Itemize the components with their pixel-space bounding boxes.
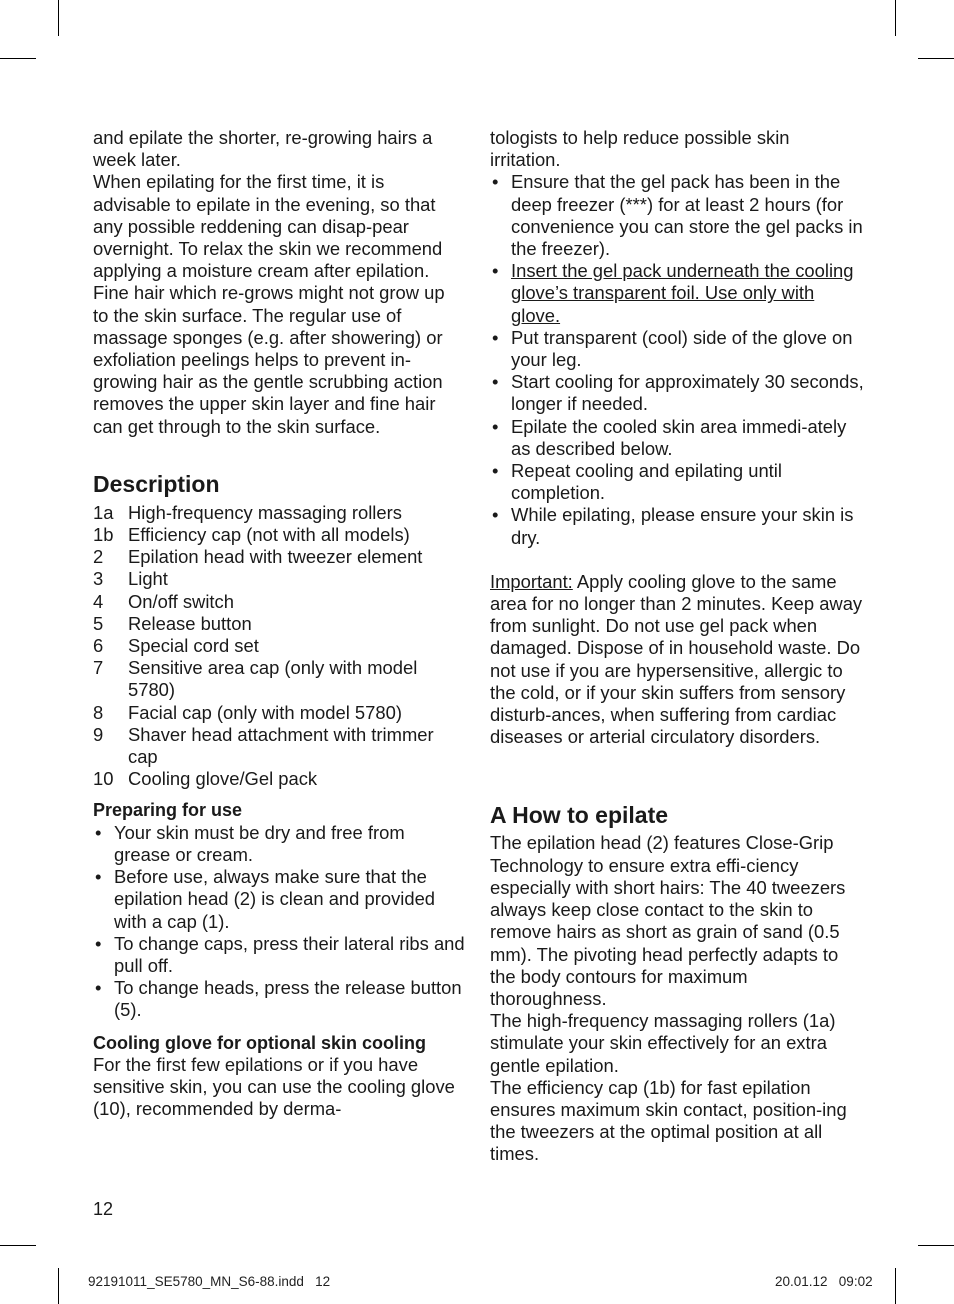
description-item: 4 On/off switch — [93, 590, 234, 612]
cooling-list — [490, 171, 865, 548]
description-item: 5 Release button — [93, 612, 252, 634]
list-item: • While epilating, please ensure your skin is dry. — [490, 504, 865, 548]
crop-mark — [58, 0, 59, 36]
preparing-list — [93, 822, 465, 1022]
important-paragraph — [490, 571, 865, 749]
important-label: Important: — [490, 570, 573, 592]
list-item: • Before use, always make sure that the epilation head (2) is clean and provided with a cap (1). — [93, 866, 465, 933]
how-paragraph: The epilation head (2) features Close-Grip Technology to ensure extra effi-ciency especially with short hairs: The 40 tweezers always keep close contact to the skin to remove hairs as short as grain of sand (0.5 mm). The pivoting head perfectly adapts to the body contours for maximum thoroughness. — [490, 832, 846, 1009]
preparing-heading: Preparing for use — [93, 800, 243, 821]
crop-mark — [918, 58, 954, 59]
how-paragraph: The high-frequency massaging rollers (1a) stimulate your skin effectively for an extra gentle epilation. — [490, 1010, 836, 1076]
description-item: 2 Epilation head with tweezer element — [93, 546, 423, 568]
slug-date: 20.01.12 09:02 — [775, 1274, 873, 1289]
description-item: 3 Light — [93, 568, 168, 590]
how-paragraph: The efficiency cap (1b) for fast epilation ensures maximum skin contact, position-ing the tweezers at the optimal position at all times. — [490, 1076, 847, 1165]
crop-mark — [0, 1245, 36, 1246]
list-item: • Put transparent (cool) side of the glove on your leg. — [490, 327, 865, 371]
intro-paragraph: and epilate the shorter, re-growing hairs a week later. — [93, 127, 433, 171]
description-item: 6 Special cord set — [93, 635, 259, 657]
list-item: • To change heads, press the release button (5). — [93, 977, 465, 1021]
cooling-heading: Cooling glove for optional skin cooling — [93, 1032, 426, 1053]
cooling-paragraph-continued: tologists to help reduce possible skin irritation. — [490, 127, 790, 171]
description-list — [93, 502, 465, 791]
intro-paragraph: Fine hair which re-grows might not grow up to the skin surface. The regular use of massage sponges (e.g. after showering) or exfoliation peelings helps to prevent in-growing hair as the gentle scrubbing action removes the upper skin layer and fine hair can get through to the skin surface. — [93, 282, 445, 437]
page-number: 12 — [93, 1199, 114, 1219]
how-to-epilate-heading: A How to epilate — [490, 802, 669, 829]
crop-mark — [918, 1245, 954, 1246]
important-text: Apply cooling glove to the same area for no longer than 2 minutes. Keep away from sunlight. Do not use gel pack when damaged. Dispose of in household waste. Do not use if you are hypersensitive, allergic to the cold, or if your skin suffers from sensory disturb-ances, when suffering from cardiac diseases or arterial circulatory disorders. — [490, 570, 863, 748]
crop-mark — [0, 58, 36, 59]
slug-file: 92191011_SE5780_MN_S6-88.indd 12 — [88, 1274, 331, 1289]
crop-mark — [58, 1268, 59, 1304]
intro-paragraph: When epilating for the first time, it is advisable to epilate in the evening, so that any possible reddening can disap-pear overnight. To relax the skin we recommend applying a moisture cream after epilation. — [93, 171, 443, 282]
cooling-paragraph: For the first few epilations or if you have sensitive skin, you can use the cooling glove (10), recommended by derma- — [93, 1053, 455, 1120]
list-item: • To change caps, press their lateral ribs and pull off. — [93, 933, 465, 977]
description-item: 10 Cooling glove/Gel pack — [93, 768, 318, 790]
list-item: • Ensure that the gel pack has been in the deep freezer (***) for at least 2 hours (for convenience you can store the gel packs in the freezer). — [490, 171, 865, 260]
left-column — [93, 127, 465, 1120]
list-item: • Insert the gel pack underneath the cooling glove’s transparent foil. Use only with glove. — [490, 260, 865, 327]
description-heading: Description — [93, 470, 220, 497]
list-item: • Epilate the cooled skin area immedi-ately as described below. — [490, 416, 865, 460]
description-item: 1a High-frequency massaging rollers — [93, 501, 402, 523]
list-item: • Your skin must be dry and free from grease or cream. — [93, 822, 465, 866]
list-item: • Repeat cooling and epilating until completion. — [490, 460, 865, 504]
description-item: 1b Efficiency cap (not with all models) — [93, 524, 410, 546]
description-item: 7 Sensitive area cap (only with model 5780) — [93, 657, 418, 701]
description-item: 9 Shaver head attachment with trimmer cap — [93, 723, 434, 768]
right-column — [490, 127, 865, 1166]
description-item: 8 Facial cap (only with model 5780) — [93, 701, 402, 723]
crop-mark — [895, 0, 896, 36]
list-item: • Start cooling for approximately 30 seconds, longer if needed. — [490, 371, 865, 415]
crop-mark — [895, 1268, 896, 1304]
